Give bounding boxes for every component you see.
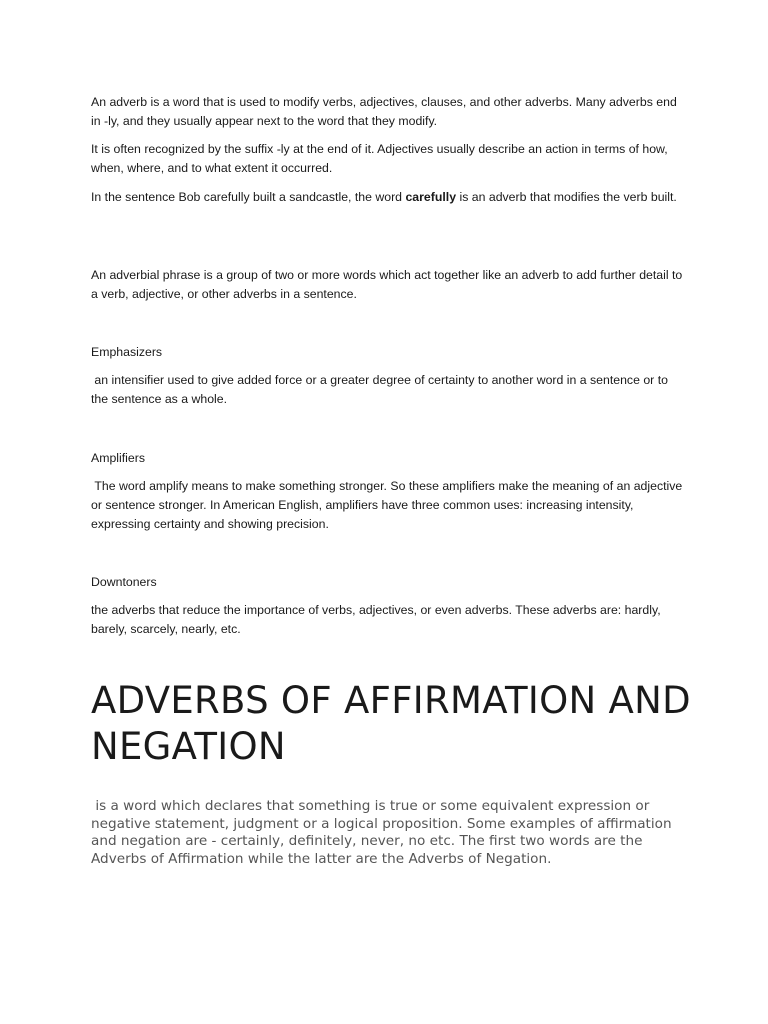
paragraph-adverbial-phrase: An adverbial phrase is a group of two or more words which act together like an adverb to add further detail to a verb, adjective, or other adverbs in a sentence. <box>91 268 683 301</box>
example-text-before: In the sentence Bob carefully built a sandcastle, the word <box>91 190 406 204</box>
paragraph-adverb-definition: An adverb is a word that is used to modify verbs, adjectives, clauses, and other adverbs. Many adverbs end in -ly, and they usually appear next to the word that they modify. <box>91 95 677 128</box>
downtoners-title: Downtoners <box>91 575 157 589</box>
affirmation-negation-text: is a word which declares that something is true or some equivalent expression or negative statement, judgment or a logical proposition. Some examples of affirmation and negation are - certainly, definitely, never, no etc. The first two words are the Adverbs of Affirmation while the latter are the Adverbs of Negation. <box>91 798 676 867</box>
example-bold-word: carefully <box>405 190 457 204</box>
amplifiers-text: The word amplify means to make something stronger. So these amplifiers make the meaning of an adjective or sentence stronger. In American English, amplifiers have three common uses: increasing intensity, expressing certainty and showing precision. <box>91 479 686 531</box>
emphasizers-title: Emphasizers <box>91 345 163 359</box>
paragraph-example-sentence <box>91 188 687 207</box>
example-text-after: is an adverb that modifies the verb built. <box>456 190 677 204</box>
emphasizers-text: an intensifier used to give added force or a greater degree of certainty to another word in a sentence or to the sentence as a whole. <box>91 373 672 406</box>
paragraph-suffix-ly: It is often recognized by the suffix -ly at the end of it. Adjectives usually describe an action in terms of how, when, where, and to what extent it occurred. <box>91 142 668 175</box>
amplifiers-title: Amplifiers <box>91 451 145 465</box>
section-heading: ADVERBS OF AFFIRMATION AND NEGATION <box>91 679 691 768</box>
downtoners-text: the adverbs that reduce the importance of verbs, adjectives, or even adverbs. These adverbs are: hardly, barely, scarcely, nearly, etc. <box>91 603 661 636</box>
